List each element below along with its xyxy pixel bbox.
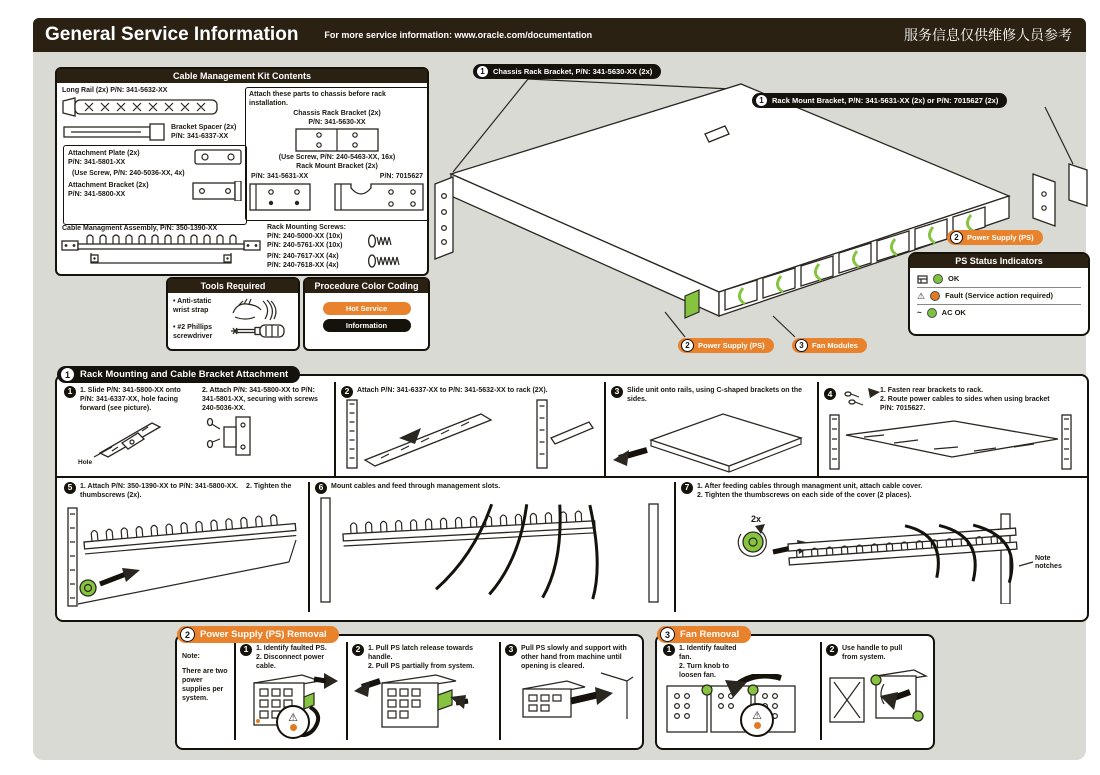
ps-removal-number: 2 [180, 627, 195, 642]
step-4-number: 4 [824, 388, 836, 400]
orange-led-icon [930, 291, 940, 301]
ps-status-box [908, 252, 1090, 336]
svg-text:notches: notches [1035, 563, 1062, 571]
cable-assembly-drawing [61, 233, 261, 267]
tools-title: Tools Required [168, 279, 298, 293]
fan-removal-section [655, 634, 935, 750]
callout-power-supply-bottom: 2 Power Supply (PS) [678, 338, 774, 353]
step-7-drawing [681, 500, 1079, 604]
divider [674, 482, 676, 612]
screw-pn-4: P/N: 240-7618-XX (4x) [267, 262, 339, 270]
screw-short-icon [367, 234, 397, 248]
tools-required-box [166, 277, 300, 351]
step-7-panel [681, 482, 1081, 604]
step-7-number: 7 [681, 482, 693, 494]
svg-text:Note: Note [1035, 555, 1051, 563]
step-1-number: 1 [64, 386, 76, 398]
plate-screw-note: (Use Screw, P/N: 240-5036-XX, 4x) [72, 170, 185, 178]
ps-note: Note: There are two power supplies per system. [182, 653, 228, 703]
ps-ok-icon [917, 275, 928, 284]
rack-mount-bracket-title: Rack Mount Bracket (2x) [296, 163, 378, 171]
fan-fault-indicator-callout [740, 703, 774, 737]
header-subtitle: For more service information: www.oracle.com/documentation [324, 30, 593, 40]
page-title: General Service Information [45, 24, 299, 45]
attachment-bracket-drawing [192, 181, 242, 201]
ps-removal-section [175, 634, 644, 750]
ps-status-row-fault: ⚠ Fault (Service action required) [917, 288, 1081, 305]
header-title-chinese: 服务信息仅供维修人员参考 [904, 27, 1072, 43]
information-badge: Information [323, 319, 411, 332]
screw-pn-1: P/N: 240-5000-XX (10x) [267, 233, 343, 241]
attachment-plate-drawing [194, 149, 242, 165]
ps-status-row-ac: ~ AC OK [917, 308, 966, 318]
fan-step-2-drawing [826, 662, 928, 728]
hole-label: Hole [78, 459, 93, 467]
attachment-parts-box [63, 145, 247, 225]
step-1-panel [64, 386, 330, 467]
step-7a-text: 1. After feeding cables through managment unit, attach cable cover. [697, 483, 923, 490]
callout-rack-mount-bracket: 1 Rack Mount Bracket, P/N: 341-5631-XX (2x) or P/N: 7015627 (2x) [752, 93, 1007, 108]
ps-step-1-panel: 1 1. Identify faulted PS. 2. Disconnect power cable. [240, 644, 342, 737]
tool-item-2: • #2 Phillips screwdriver [173, 324, 213, 341]
divider [308, 482, 310, 612]
callout-fan-modules: 3 Fan Modules [792, 338, 867, 353]
step-2-text: Attach P/N: 341-6337-XX to P/N: 341-5632-XX to rack (2X). [357, 387, 548, 394]
chassis-rack-bracket-label: Chassis Rack Bracket (2x) P/N: 341-5630-XX [293, 110, 381, 127]
warning-icon: ⚠ [288, 712, 298, 724]
long-rail-drawing [61, 95, 221, 119]
step-4-screws-drawing [840, 386, 880, 408]
section-1-tab: 1 Rack Mounting and Cable Bracket Attachment [57, 366, 300, 383]
step-4-drawing [824, 413, 1079, 471]
chassis-rack-bracket-drawing [295, 128, 379, 152]
attach-before-note: Attach these parts to chassis before rack installation. [249, 91, 386, 108]
attachment-plate-label: Attachment Plate (2x) P/N: 341-5801-XX [68, 150, 140, 167]
header-bar [33, 18, 1086, 52]
step-1a-drawing [82, 413, 182, 459]
fault-led-icon [754, 722, 761, 729]
step-5-number: 5 [64, 482, 76, 494]
ps-step-3-panel: 3 Pull PS slowly and support with other hand from machine until opening is cleared. [505, 644, 637, 721]
step-6-drawing [315, 494, 667, 606]
step-3-number: 3 [611, 386, 623, 398]
divider [499, 642, 501, 740]
fault-led-icon [290, 724, 297, 731]
step-1b-text: 2. Attach P/N: 341-5800-XX to P/N: 341-5801-XX, securing with screws 240-5036-XX. [202, 387, 318, 413]
step-5a-text: 1. Attach P/N: 350-1390-XX to P/N: 341-5800-XX. [80, 483, 239, 490]
step-5-panel [64, 482, 304, 610]
ps-fault-indicator-callout [276, 705, 310, 739]
step-6-number: 6 [315, 482, 327, 494]
section-1-number: 1 [60, 367, 75, 382]
long-rail-label: Long Rail (2x) P/N: 341-5632-XX [62, 87, 168, 94]
svg-text:2x: 2x [751, 514, 762, 525]
chassis-parts-box [245, 87, 429, 221]
ps-status-title: PS Status Indicators [910, 254, 1088, 268]
step-3-text: Slide unit onto rails, using C-shaped brackets on the sides. [627, 387, 803, 404]
hot-service-badge: Hot Service [323, 302, 411, 315]
callout-2b-number: 2 [681, 339, 694, 352]
rmb-pn2: P/N: 7015627 [379, 172, 423, 180]
step-4-panel [824, 386, 1082, 471]
ps-step-1-number: 1 [240, 644, 252, 656]
wrist-strap-icon [229, 297, 285, 323]
color-coding-box [303, 277, 430, 351]
fan-step-1-panel: 1 1. Identify faulted fan. 2. Turn knob to loosen fan. [663, 644, 815, 680]
rmb-pn1: P/N: 341-5631-XX [251, 172, 309, 180]
fan-step-2-panel: 2 Use handle to pull from system. [826, 644, 928, 728]
ps-status-row-ok: OK [917, 271, 1081, 288]
ps-step-3-drawing [505, 671, 635, 721]
rack-screws-block [267, 223, 423, 270]
divider [334, 382, 336, 476]
ps-removal-tab: 2 Power Supply (PS) Removal [177, 626, 339, 643]
ps-step-3-number: 3 [505, 644, 517, 656]
screw-long-icon [367, 254, 405, 268]
tool-item-1: • Anti-static wrist strap [173, 298, 212, 315]
fan-removal-tab: 3 Fan Removal [657, 626, 751, 643]
color-coding-title: Procedure Color Coding [305, 279, 428, 293]
step-4-text: 1. Fasten rear brackets to rack. 2. Route power cables to sides when using bracket P/N: 7015627. [880, 387, 1050, 413]
step-6-text: Mount cables and feed through management slots. [331, 483, 501, 490]
fan-removal-number: 3 [660, 627, 675, 642]
callout-3-number: 3 [795, 339, 808, 352]
screw-pn-2: P/N: 240-5761-XX (10x) [267, 242, 343, 250]
cable-assembly-label: Cable Managment Assembly, P/N: 350-1390-XX [62, 225, 218, 232]
callout-1-number: 1 [476, 65, 489, 78]
bracket-spacer-drawing [63, 123, 167, 141]
step-3-panel [611, 386, 811, 474]
step-1a-text: 1. Slide P/N: 341-5800-XX onto P/N: 341-6337-XX, hole facing forward (see picture). [80, 387, 181, 413]
step-2-number: 2 [341, 386, 353, 398]
rmb2-drawing [333, 182, 425, 212]
callout-1b-number: 1 [755, 94, 768, 107]
screwdriver-icon [229, 323, 287, 339]
step-5-drawing [64, 500, 304, 610]
rack-mounting-section [55, 374, 1089, 622]
chassis-screw-note: (Use Screw, P/N: 240-5463-XX, 16x) [278, 154, 396, 162]
cable-kit-box [55, 67, 429, 276]
rmb1-drawing [249, 182, 313, 212]
ps-step-2-panel: 2 1. Pull PS latch release towards handle. 2. Pull PS partially from system. [352, 644, 495, 735]
ps-step-2-number: 2 [352, 644, 364, 656]
step-5b-text: 2. Tighten the thumbscrews (2x). [80, 483, 292, 500]
divider [820, 642, 822, 740]
bracket-spacer-label: Bracket Spacer (2x) P/N: 341-6337-XX [171, 124, 237, 141]
step-2-panel [341, 386, 599, 470]
ps-step-2-drawing [352, 671, 492, 735]
warning-icon: ⚠ [752, 710, 762, 722]
step-6-panel [315, 482, 669, 606]
callout-power-supply-right: 2 Power Supply (PS) [947, 230, 1043, 245]
ac-symbol: ~ [917, 308, 922, 317]
step-7b-text: 2. Tighten the thumbscrews on each side of the cover (2 places). [697, 492, 912, 500]
row-divider [57, 476, 1087, 478]
callout-chassis-rack-bracket: 1 Chassis Rack Bracket, P/N: 341-5630-XX (2x) [473, 64, 661, 79]
step-2-drawing [341, 398, 596, 470]
screw-pn-3: P/N: 240-7617-XX (4x) [267, 253, 339, 261]
fan-step-1-number: 1 [663, 644, 675, 656]
divider [604, 382, 606, 476]
divider [234, 642, 236, 740]
fan-step-1-drawing [663, 674, 815, 734]
green-led-icon [933, 274, 943, 284]
attachment-bracket-label: Attachment Bracket (2x) P/N: 341-5800-XX [68, 182, 149, 199]
divider [346, 642, 348, 740]
cable-kit-title: Cable Management Kit Contents [57, 69, 427, 83]
green-led-icon [927, 308, 937, 318]
fan-step-2-number: 2 [826, 644, 838, 656]
rack-screws-title: Rack Mounting Screws: [267, 224, 346, 231]
callout-2-number: 2 [950, 231, 963, 244]
divider [817, 382, 819, 476]
step-3-drawing [611, 404, 809, 474]
warning-icon: ⚠ [917, 290, 926, 301]
step-1b-drawing [206, 413, 266, 459]
